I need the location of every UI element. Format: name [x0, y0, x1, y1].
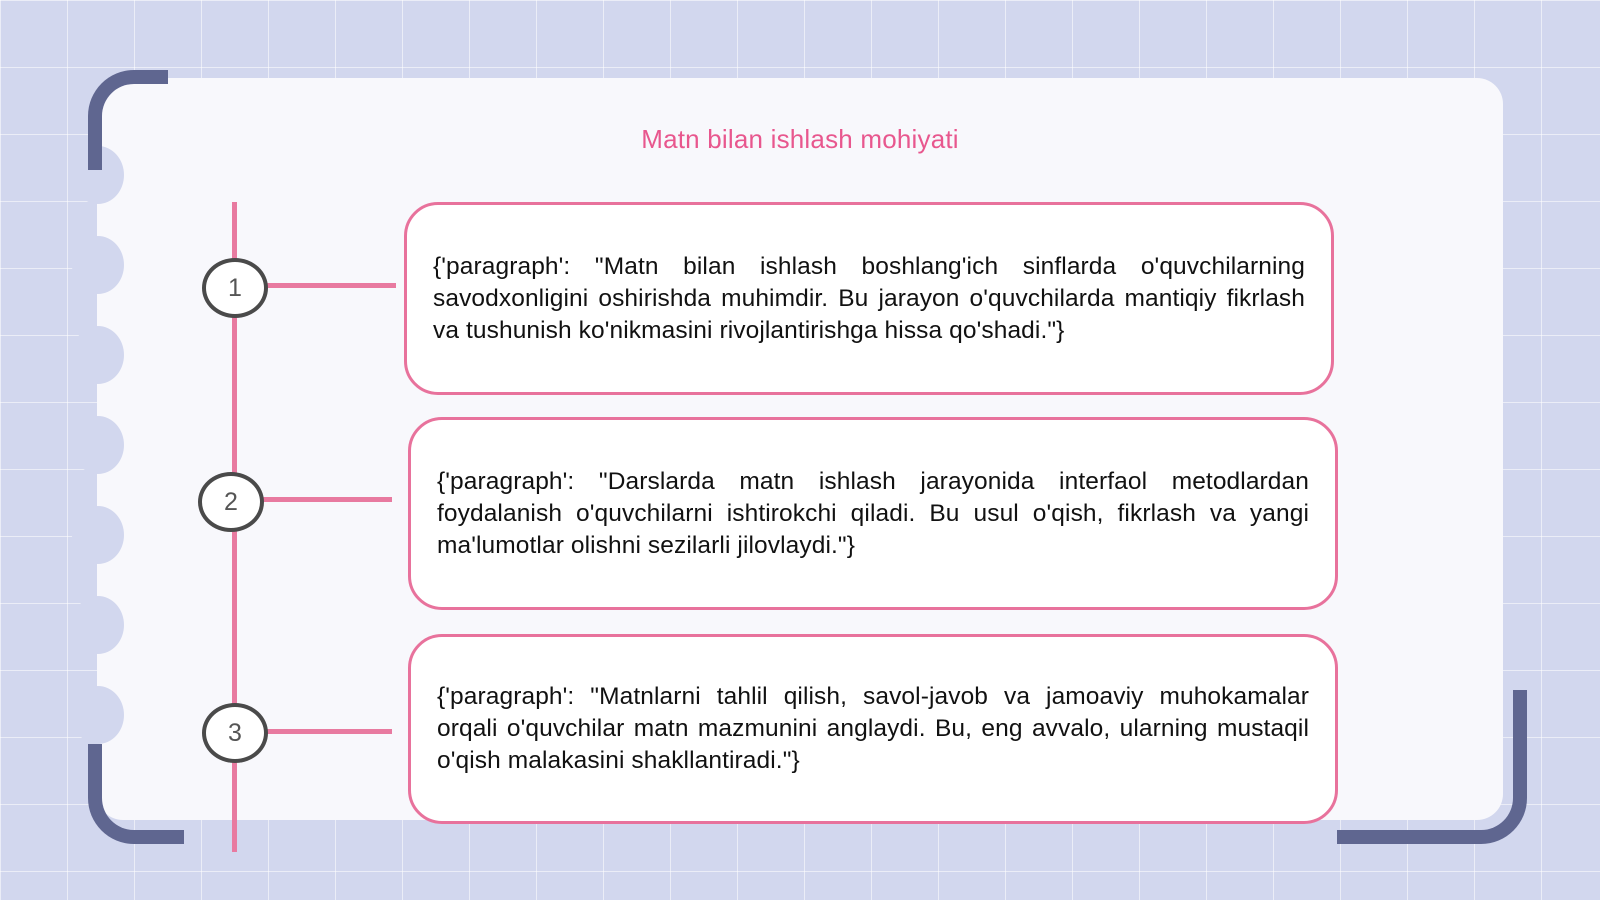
content-box-2	[408, 417, 1338, 610]
paragraph-text: {'paragraph': "Matnlarni tahlil qilish, savol-javob va jamoaviy muhokamalar orqali o'quvchilar matn mazmunini anglaydi. Bu, eng avvalo, ularning mustaqil o'qish malakasini shakllantiradi."}	[437, 683, 1309, 774]
notebook-scallop	[72, 326, 124, 384]
step-number-1: 1	[202, 258, 268, 318]
paragraph-text: {'paragraph': "Matn bilan ishlash boshlang'ich sinflarda o'quvchilarning savodxonligini oshirishda muhimdir. Bu jarayon o'quvchilarda mantiqiy fikrlash va tushunish ko'nikmasini rivojlantirishga hissa qo'shadi."}	[433, 252, 1305, 344]
notebook-scallop	[72, 416, 124, 474]
notebook-scallop	[72, 506, 124, 564]
content-box-1	[404, 202, 1334, 395]
content-box-3	[408, 634, 1338, 824]
notebook-scallop	[72, 236, 124, 294]
connector-line	[262, 283, 396, 288]
corner-bracket-bottom-left	[88, 744, 184, 844]
connector-line	[262, 729, 392, 734]
paragraph-text: {'paragraph': "Darslarda matn ishlash jarayonida interfaol metodlardan foydalanish o'quvchilarni ishtirokchi qiladi. Bu usul o'qish, fikrlash va yangi ma'lumotlar olishni sezilarli jilovlaydi."}	[437, 467, 1309, 559]
corner-bracket-top-left	[88, 70, 168, 170]
notebook-scallop	[72, 686, 124, 744]
slide-title: Matn bilan ishlash mohiyati	[641, 124, 959, 154]
step-number-3: 3	[202, 703, 268, 763]
connector-line	[258, 497, 392, 502]
corner-bracket-bottom-right	[1337, 690, 1527, 844]
step-number-2: 2	[198, 472, 264, 532]
notebook-scallop	[72, 596, 124, 654]
